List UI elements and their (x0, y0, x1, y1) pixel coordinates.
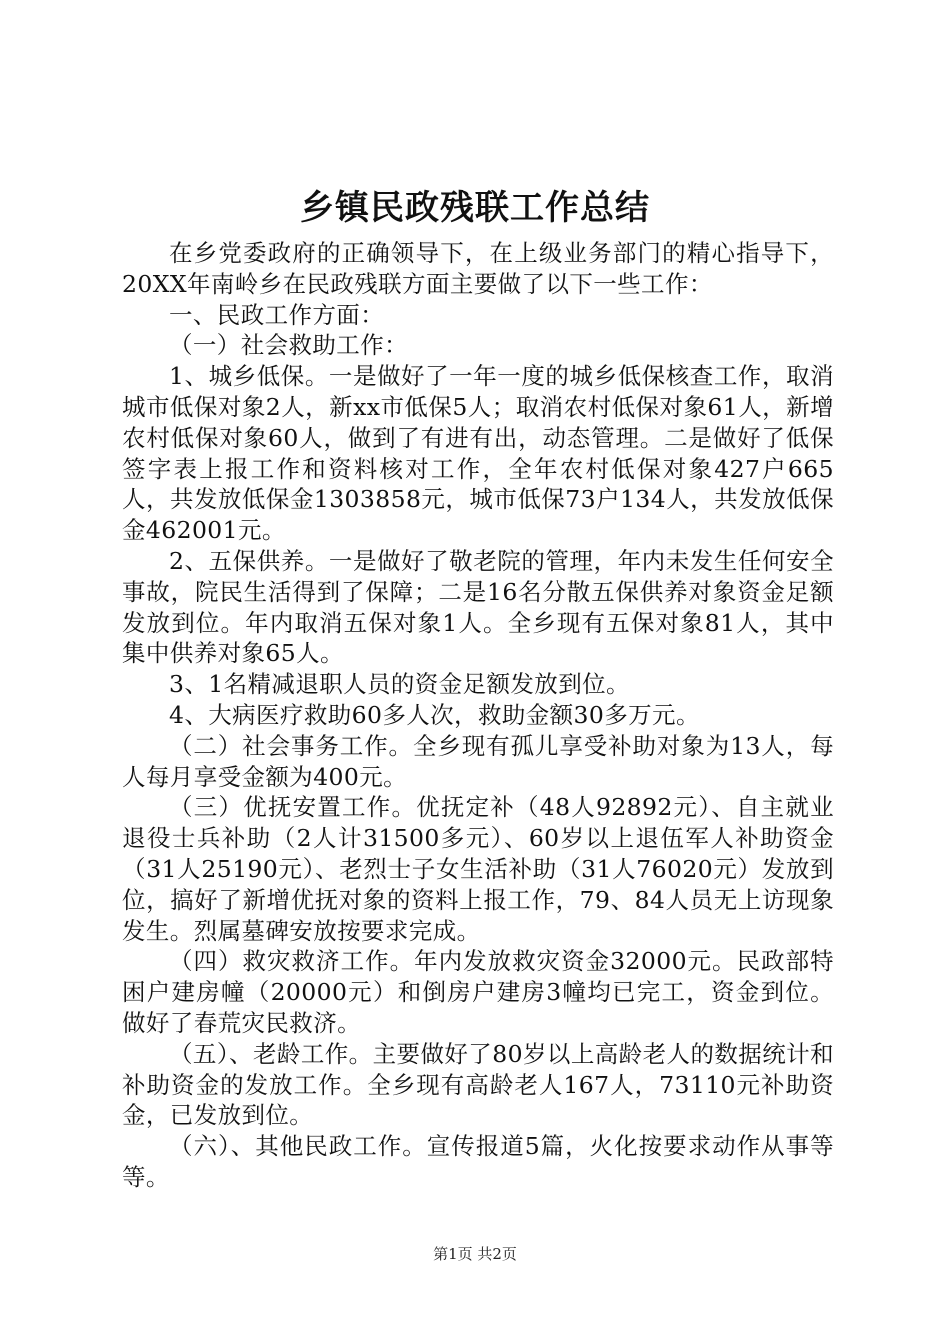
paragraph-elderly-work: （五）、老龄工作。主要做好了80岁以上高龄老人的数据统计和补助资金的发放工作。全乡现有高龄老人167人，73110元补助资金，已发放到位。 (122, 1039, 834, 1130)
paragraph-disaster-relief: （四）救灾救济工作。年内发放救灾资金32000元。民政部特困户建房幢（20000元）和倒房户建房3幢均已完工，资金到位。做好了春荒灾民救济。 (122, 947, 834, 1037)
document-body (122, 238, 834, 1193)
paragraph-medical-assistance: 4、大病医疗救助60多人次，救助金额30多万元。 (169, 700, 700, 729)
paragraph-social-affairs: （二）社会事务工作。全乡现有孤儿享受补助对象为13人，每人每月享受金额为400元。 (122, 731, 834, 791)
page-number-footer: 第1页 共2页 (433, 1245, 517, 1263)
paragraph-five-guarantees: 2、五保供养。一是做好了敬老院的管理，年内未发生任何安全事故，院民生活得到了保障；二是16名分散五保供养对象资金足额发放到位。年内取消五保对象1人。全乡现有五保对象81人，其中集中供养对象65人。 (122, 546, 834, 668)
paragraph-minimum-living-allowance: 1、城乡低保。一是做好了一年一度的城乡低保核查工作，取消城市低保对象2人，新xx市低保5人；取消农村低保对象61人，新增农村低保对象60人，做到了有进有出，动态管理。二是做好了低保签字表上报工作和资料核对工作，全年农村低保对象427户665人，共发放低保金1303858元，城市低保73户134人，共发放低保金462001元。 (122, 362, 834, 545)
paragraph-preferential-care: （三）优抚安置工作。优抚定补（48人92892元）、自主就业退役士兵补助（2人计31500多元）、60岁以上退伍军人补助资金（31人25190元）、老烈士子女生活补助（31人76020元）发放到位，搞好了新增优抚对象的资料上报工作，79、84人员无上访现象发生。烈属墓碑安放按要求完成。 (122, 793, 834, 945)
paragraph-retired-staff: 3、1名精减退职人员的资金足额发放到位。 (169, 670, 630, 699)
paragraph-other-work: （六）、其他民政工作。宣传报道5篇，火化按要求动作从事等等。 (122, 1132, 834, 1191)
paragraph-intro: 在乡党委政府的正确领导下，在上级业务部门的精心指导下，20XX年南岭乡在民政残联方面主要做了以下一些工作： (122, 239, 834, 298)
paragraph-section-civil-affairs: 一、民政工作方面： (169, 300, 385, 329)
paragraph-social-assistance: （一）社会救助工作： (169, 331, 408, 360)
document-title: 乡镇民政残联工作总结 (300, 188, 650, 228)
